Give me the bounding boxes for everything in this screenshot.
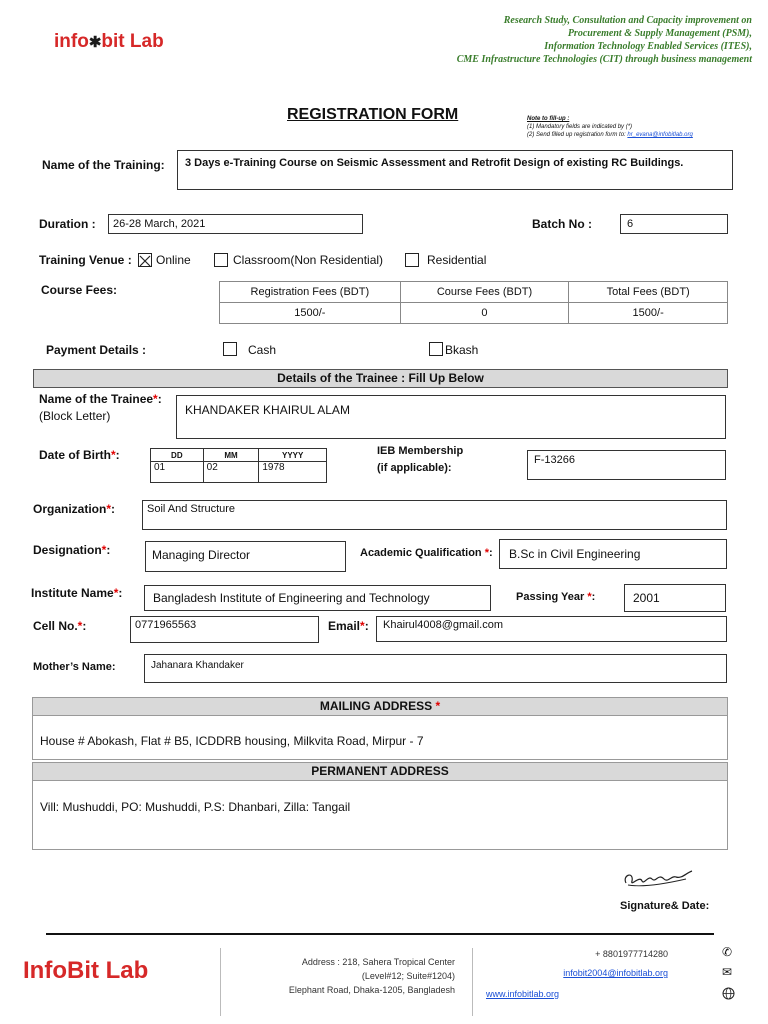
academic-text: Academic Qualification [360,547,482,559]
ieb-label-2: (if applicable): [377,462,452,474]
org-value: Soil And Structure [147,503,236,515]
company-logo [54,31,164,53]
mother-field[interactable] [144,654,727,683]
training-label: Name of the Training: [42,158,165,172]
mother-value: Jahanara Khandaker [151,660,244,671]
passing-field[interactable] [624,584,726,612]
trainee-name-text: Name of the Trainee [39,392,154,406]
designation-text: Designation [33,543,102,557]
dob-label: Date of Birth*: [39,448,120,462]
block-letter-hint: (Block Letter) [39,409,111,423]
training-value: 3 Days e-Training Course on Seismic Assessment and Retrofit Design of existing RC Buildings. [185,157,684,169]
venue-residential-checkbox[interactable] [405,253,419,267]
footer-phone: + 8801977714280 [595,949,668,959]
footer-divider [46,933,714,935]
required-star: * [111,448,116,462]
ieb-label-1: IEB Membership [377,445,464,457]
required-star: * [484,547,489,559]
passing-text: Passing Year [516,591,585,603]
footer-brand: InfoBit Lab [23,957,149,984]
mailing-value[interactable]: House # Abokash, Flat # B5, ICDDRB housing, Milkvita Road, Mirpur - 7 [40,734,424,748]
trainee-name-field[interactable] [176,395,726,439]
required-star: * [77,619,83,633]
batch-value: 6 [627,218,634,230]
fees-value-total[interactable]: 1500/- [569,303,728,324]
fees-label: Course Fees: [41,283,118,297]
duration-field[interactable] [108,214,363,234]
required-star: * [360,619,365,633]
venue-classroom-label: Classroom(Non Residential) [233,253,384,267]
fees-value-course[interactable]: 0 [400,303,569,324]
dob-table [150,448,327,483]
dob-header-dd: DD [151,449,204,462]
required-star: * [101,543,107,557]
dob-text: Date of Birth [39,448,111,462]
note-line-1: (1) Mandatory fields are indicated by (*) [527,124,633,130]
note-title: Note to fill-up : [527,116,570,122]
cell-value: 0771965563 [135,619,197,631]
passing-value: 2001 [633,591,660,605]
trainee-name-value: KHANDAKER KHAIRUL ALAM [185,403,350,417]
footer-separator-1 [220,948,221,1016]
duration-label: Duration : [39,217,96,231]
venue-classroom-checkbox[interactable] [214,253,228,267]
payment-bkash-label: Bkash [445,343,479,357]
venue-online-checkbox[interactable] [138,253,152,267]
fees-table [219,281,728,324]
required-star: * [153,392,158,406]
org-text: Organization [33,502,107,516]
dob-header-yyyy: YYYY [259,449,327,462]
footer-address-1: Address : 218, Sahera Tropical Center [301,957,455,967]
fillup-note [527,115,693,139]
trainee-name-label: Name of the Trainee*: [39,392,162,406]
footer-address-3: Elephant Road, Dhaka-1205, Bangladesh [288,985,455,995]
footer-email-link[interactable]: infobit2004@infobitlab.org [563,968,668,978]
required-star: * [587,591,592,603]
signature-image [620,865,700,893]
globe-icon [722,987,735,1000]
signature-label: Signature& Date: [620,900,710,912]
check-x-icon [139,255,151,267]
institute-value: Bangladesh Institute of Engineering and Technology [153,591,430,605]
required-star: * [106,502,112,516]
dob-header-row [151,449,327,462]
batch-label: Batch No : [532,217,592,231]
academic-value: B.Sc in Civil Engineering [509,547,641,561]
dob-header-mm: MM [203,449,259,462]
trainee-section-header: Details of the Trainee : Fill Up Below [33,369,728,388]
footer-website-link[interactable]: www.infobitlab.org [486,989,560,999]
cell-label: Cell No.*: [33,619,87,633]
email-text: Email [328,619,361,633]
cell-text: Cell No. [33,619,78,633]
email-label: Email*: [328,619,369,633]
fees-header-course: Course Fees (BDT) [400,282,569,303]
duration-value: 26-28 March, 2021 [113,218,206,230]
dob-year[interactable]: 1978 [259,462,327,483]
email-value: Khairul4008@gmail.com [383,619,504,631]
batch-field[interactable] [620,214,728,234]
venue-label: Training Venue : [39,253,132,267]
logo-text-post: bit Lab [101,31,164,52]
designation-value: Managing Director [152,548,251,562]
mailing-header [32,697,728,716]
academic-field[interactable] [499,539,727,569]
footer-separator-2 [472,948,473,1016]
mail-icon: ✉ [722,965,733,979]
tagline-line-4: CME Infrastructure Technologies (CIT) through business management [456,54,752,65]
academic-label: Academic Qualification *: [360,547,493,559]
ieb-value: F-13266 [534,454,575,466]
phone-icon: ✆ [722,945,733,959]
permanent-section [32,762,728,850]
training-field[interactable] [177,150,733,190]
org-field[interactable] [142,500,727,530]
footer-address-2: (Level#12; Suite#1204) [361,971,455,981]
tagline-line-2: Procurement & Supply Management (PSM), [567,28,752,39]
venue-online-label: Online [156,253,191,267]
designation-field[interactable] [145,541,346,572]
logo-star-icon: ✱ [88,34,102,51]
dob-value-row [151,462,327,483]
payment-bkash-checkbox[interactable] [429,342,443,356]
dob-month[interactable]: 02 [203,462,259,483]
fees-value-row [220,303,728,324]
fees-value-registration[interactable]: 1500/- [220,303,401,324]
designation-label: Designation*: [33,543,111,557]
tagline-line-3: Information Technology Enabled Services (ITES), [544,41,752,52]
payment-cash-checkbox[interactable] [223,342,237,356]
mailing-header-text: MAILING ADDRESS [319,699,433,713]
fees-header-registration: Registration Fees (BDT) [220,282,401,303]
email-field[interactable] [376,616,727,642]
payment-label: Payment Details : [46,343,147,357]
note-email-link[interactable]: hr_evana@infobitlab.org [627,132,693,138]
logo-text-pre: info [54,31,89,52]
org-label: Organization*: [33,502,116,516]
mother-label: Mother’s Name: [33,661,116,673]
fees-header-row [220,282,728,303]
institute-field[interactable] [144,585,491,611]
page-title: REGISTRATION FORM [287,106,459,123]
institute-text: Institute Name [31,586,114,600]
note-line-2: (2) Send filled up registration form to: hr_evana@infobitlab.org [527,132,693,138]
institute-label: Institute Name*: [31,586,123,600]
passing-label: Passing Year *: [516,591,596,603]
venue-residential-label: Residential [427,253,487,267]
cell-field[interactable] [130,616,319,643]
required-star: * [113,586,119,600]
mailing-section [32,697,728,760]
fees-header-total: Total Fees (BDT) [569,282,728,303]
required-star: * [435,699,441,713]
tagline-line-1: Research Study, Consultation and Capacity improvement on [503,15,752,26]
permanent-header: PERMANENT ADDRESS [32,762,728,781]
payment-cash-label: Cash [248,343,277,357]
dob-day[interactable]: 01 [151,462,204,483]
ieb-field[interactable] [527,450,726,480]
permanent-value[interactable]: Vill: Mushuddi, PO: Mushuddi, P.S: Dhanbari, Zilla: Tangail [40,800,351,814]
